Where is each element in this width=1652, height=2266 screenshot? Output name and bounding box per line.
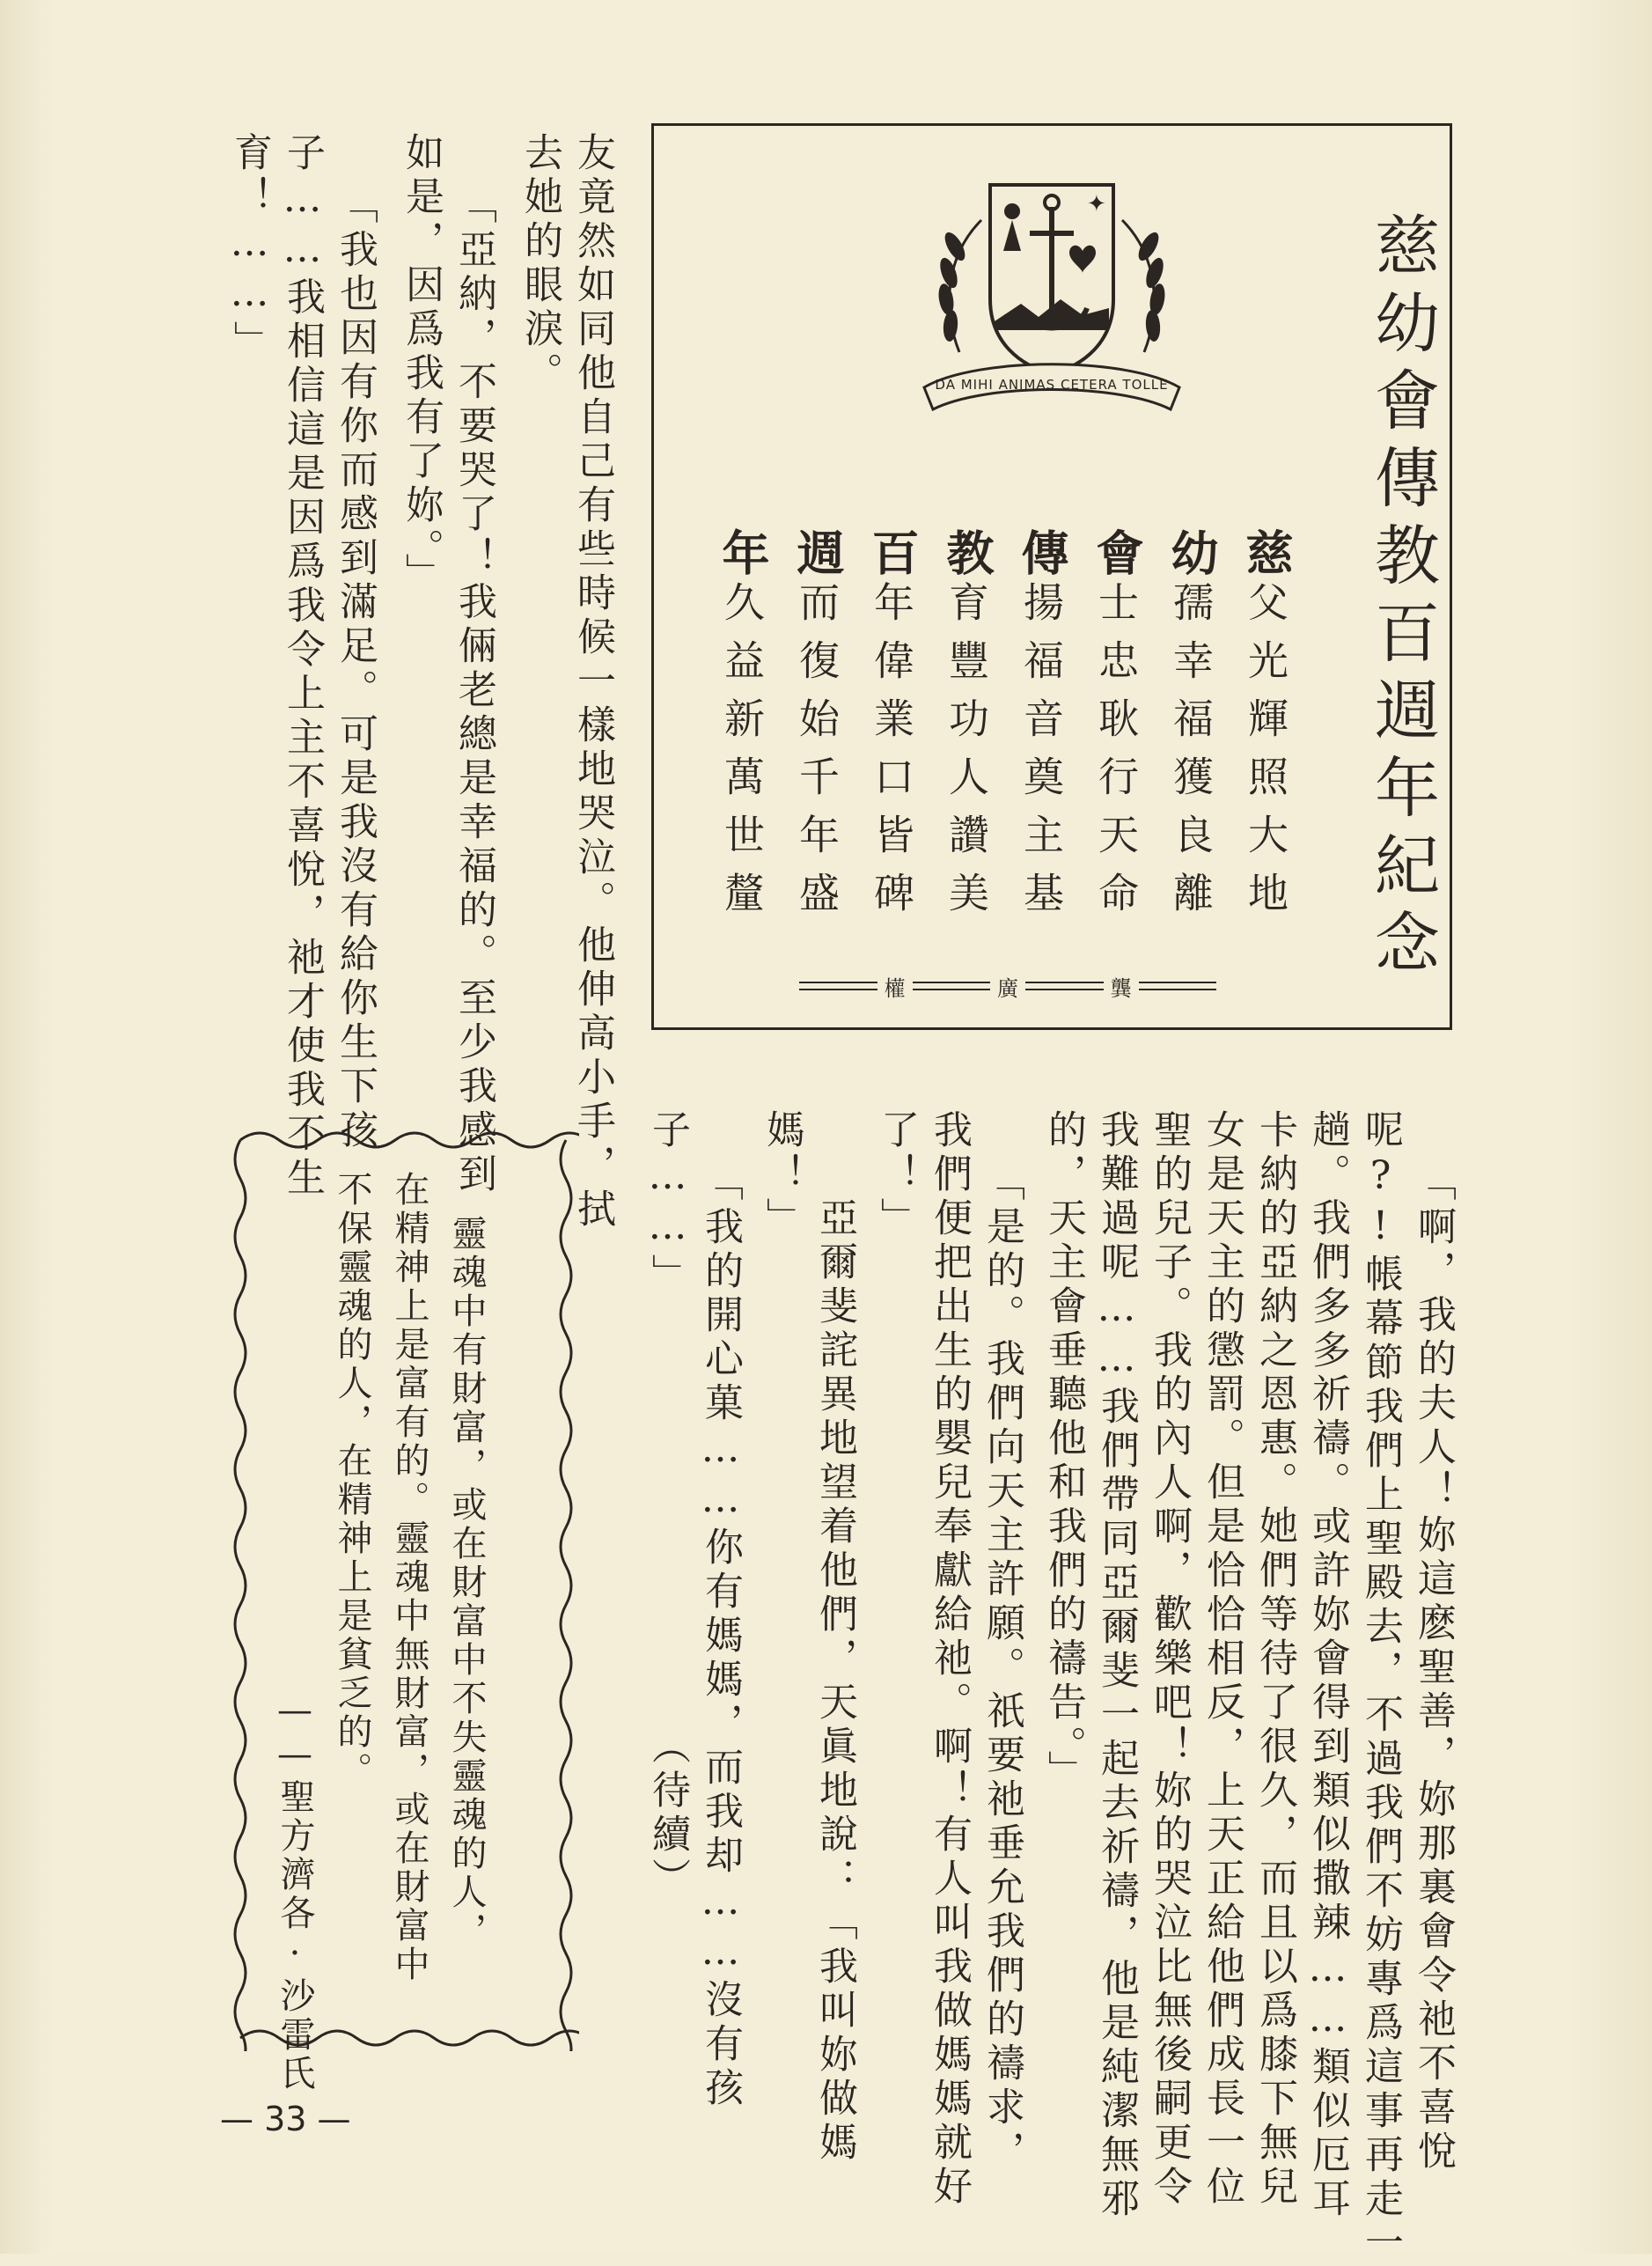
page-number: — 33 — <box>220 2100 351 2138</box>
text-line: 我難過呢……我們帶同亞爾斐一起去祈禱，他是純潔無邪 <box>1094 1109 1139 2222</box>
quote-box <box>227 1127 579 2093</box>
poem-line <box>1008 528 1076 930</box>
text-line: 呢?!帳幕節我們上聖殿去，不過我們不妨專爲這事再走一 <box>1358 1109 1403 2266</box>
poem-line <box>709 528 776 930</box>
poem-author <box>792 973 1223 999</box>
poem-line-text: 孺幸福獲良離 <box>1167 581 1215 930</box>
quote-line: 不保靈魂的人，在精神上是貧乏的。 <box>332 1171 372 1791</box>
poem-line <box>933 528 1001 930</box>
text-line: 「亞納，不要哭了！我倆老總是幸福的。至少我感到 <box>452 185 496 1197</box>
poem-head-char: 會 <box>1089 528 1144 581</box>
quote-line: 靈魂中有財富，或在財富中不失靈魂的人， <box>446 1215 487 1951</box>
quote-line: 在精神上是富有的。靈魂中無財富，或在財富中 <box>389 1171 430 1984</box>
poem-line <box>1083 528 1150 930</box>
author-char: 廣 <box>997 975 1018 1001</box>
text-line: 媽！」 <box>760 1109 804 1241</box>
text-line: 「是的。我們向天主許願。祇要祂垂允我們的禱求， <box>980 1162 1024 2174</box>
page-title: 慈幼會傳教百週年紀念 <box>1364 211 1440 986</box>
poem-line-text: 育豐功人讚美 <box>943 581 990 930</box>
poem-head-char: 傳 <box>1014 528 1069 581</box>
text-line: 我們便把出生的嬰兒奉獻給祂。啊！有人叫我做媽媽就好 <box>927 1109 972 2210</box>
poem-line <box>858 528 926 930</box>
text-line: 卡納的亞納之恩惠。她們等待了很久，而且以爲膝下無兒 <box>1252 1109 1297 2210</box>
text-line: 女是天主的懲罰。但是恰恰相反，上天正給他們成長一位 <box>1200 1109 1245 2210</box>
emblem-motto: DA MIHI ANIMAS CETERA TOLLE <box>935 377 1169 393</box>
poem-line-text: 父光輝照大地 <box>1242 581 1289 930</box>
quote-attribution: ——聖方濟各·沙雷氏 <box>275 1690 315 2093</box>
text-line: 「我的開心菓……你有媽媽，而我却……沒有孩 <box>698 1162 743 2111</box>
poem-head-char: 慈 <box>1238 528 1294 581</box>
poem-line <box>1232 528 1300 930</box>
poem-line-text: 久益新萬世釐 <box>718 581 766 930</box>
salesian-emblem-icon <box>907 167 1197 423</box>
text-line: 「啊，我的夫人！妳這麽聖善，妳那裏會令祂不喜悅 <box>1411 1162 1456 2174</box>
text-line: 亞爾斐詫異地望着他們，天眞地說：「我叫妳做媽 <box>812 1197 857 2166</box>
poem-head-char: 週 <box>789 528 845 581</box>
text-line: 如是，因爲我有了妳。」 <box>399 132 444 597</box>
poem-head-char: 幼 <box>1164 528 1219 581</box>
poem-line-text: 而復始千年盛 <box>793 581 841 930</box>
text-line: 友竟然如同他自己有些時候一樣地哭泣。他伸高小手，拭 <box>570 132 615 1232</box>
text-line: 子……我相信這是因爲我令上主不喜悅，祂才使我不生 <box>280 132 325 1201</box>
text-line: 的，天主會垂聽他和我們的禱告。」 <box>1041 1109 1086 1794</box>
poem-line-text: 年偉業口皆碑 <box>868 581 915 930</box>
poem-line <box>783 528 851 930</box>
poem-line-text: 士忠耿行天命 <box>1092 581 1140 930</box>
text-line: 去她的眼淚。 <box>518 132 562 396</box>
poem-line <box>1157 528 1225 930</box>
poem-line-text: 揚福音奠主基 <box>1017 581 1065 930</box>
author-char: 龔 <box>1110 975 1132 1001</box>
poem-head-char: 教 <box>939 528 995 581</box>
text-line: 子……」 <box>645 1109 690 1298</box>
poem-head-char: 年 <box>715 528 770 581</box>
text-line: 趟。我們多多祈禱。或許妳會得到類似撒辣……類似厄耳 <box>1305 1109 1350 2222</box>
text-line: 聖的兒子。我的內人啊，歡樂吧！妳的哭泣比無後嗣更令 <box>1147 1109 1192 2210</box>
author-char: 權 <box>884 975 906 1001</box>
text-line: 「我也因有你而感到滿足。可是我沒有給你生下孩 <box>333 185 378 1153</box>
text-line: 了！」 <box>874 1109 919 1241</box>
poem-head-char: 百 <box>864 528 920 581</box>
text-line: 育！……」 <box>227 132 272 364</box>
svg-text:✦: ✦ <box>1087 191 1106 217</box>
to-be-continued: （待續） <box>645 1725 690 1902</box>
